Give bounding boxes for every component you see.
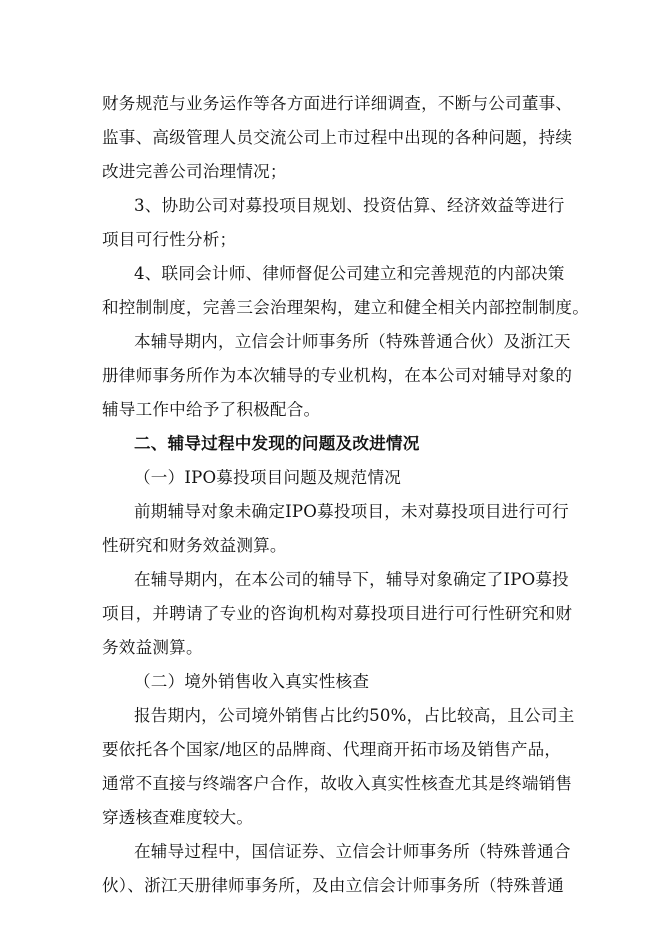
- body-text-line: 项目，并聘请了专业的咨询机构对募投项目进行可行性研究和财: [102, 604, 573, 623]
- body-text-line: 伙）、浙江天册律师事务所，及由立信会计师事务所（特殊普通: [102, 876, 564, 895]
- body-text-line: 性研究和财务效益测算。: [102, 536, 287, 555]
- list-item-3-line: 3、协助公司对募投项目规划、投资估算、经济效益等进行: [134, 196, 565, 215]
- list-item-4-line: 4、联同会计师、律师督促公司建立和完善规范的内部决策: [134, 264, 565, 283]
- paragraph-start-line: 在辅导过程中，国信证券、立信会计师事务所（特殊普通合: [134, 842, 571, 861]
- body-text-line: 项目可行性分析；: [102, 230, 237, 249]
- body-text-line: 要依托各个国家/地区的品牌商、代理商开拓市场及销售产品，: [102, 740, 562, 759]
- section-heading: 二、辅导过程中发现的问题及改进情况: [134, 434, 420, 453]
- paragraph-start-line: 前期辅导对象未确定IPO募投项目，未对募投项目进行可行: [134, 502, 569, 521]
- body-text-line: 册律师事务所作为本次辅导的专业机构，在本公司对辅导对象的: [102, 366, 573, 385]
- body-text-line: 辅导工作中给予了积极配合。: [102, 400, 321, 419]
- subsection-heading: （一）IPO募投项目问题及规范情况: [134, 468, 402, 487]
- body-text-line: 务效益测算。: [102, 638, 203, 657]
- paragraph-start-line: 本辅导期内，立信会计师事务所（特殊普通合伙）及浙江天: [134, 332, 571, 351]
- paragraph-start-line: 在辅导期内，在本公司的辅导下，辅导对象确定了IPO募投: [134, 570, 569, 589]
- body-text-line: 和控制制度，完善三会治理架构，建立和健全相关内部控制制度。: [102, 298, 590, 317]
- body-text-line: 通常不直接与终端客户合作，故收入真实性核查尤其是终端销售: [102, 774, 573, 793]
- body-text-line: 改进完善公司治理情况；: [102, 162, 287, 181]
- body-text-line: 监事、高级管理人员交流公司上市过程中出现的各种问题，持续: [102, 128, 573, 147]
- paragraph-start-line: 报告期内，公司境外销售占比约50%，占比较高，且公司主: [134, 706, 575, 725]
- body-text-line: 穿透核查难度较大。: [102, 808, 254, 827]
- subsection-heading: （二）境外销售收入真实性核查: [134, 672, 370, 691]
- body-text-line: 财务规范与业务运作等各方面进行详细调查，不断与公司董事、: [102, 94, 573, 113]
